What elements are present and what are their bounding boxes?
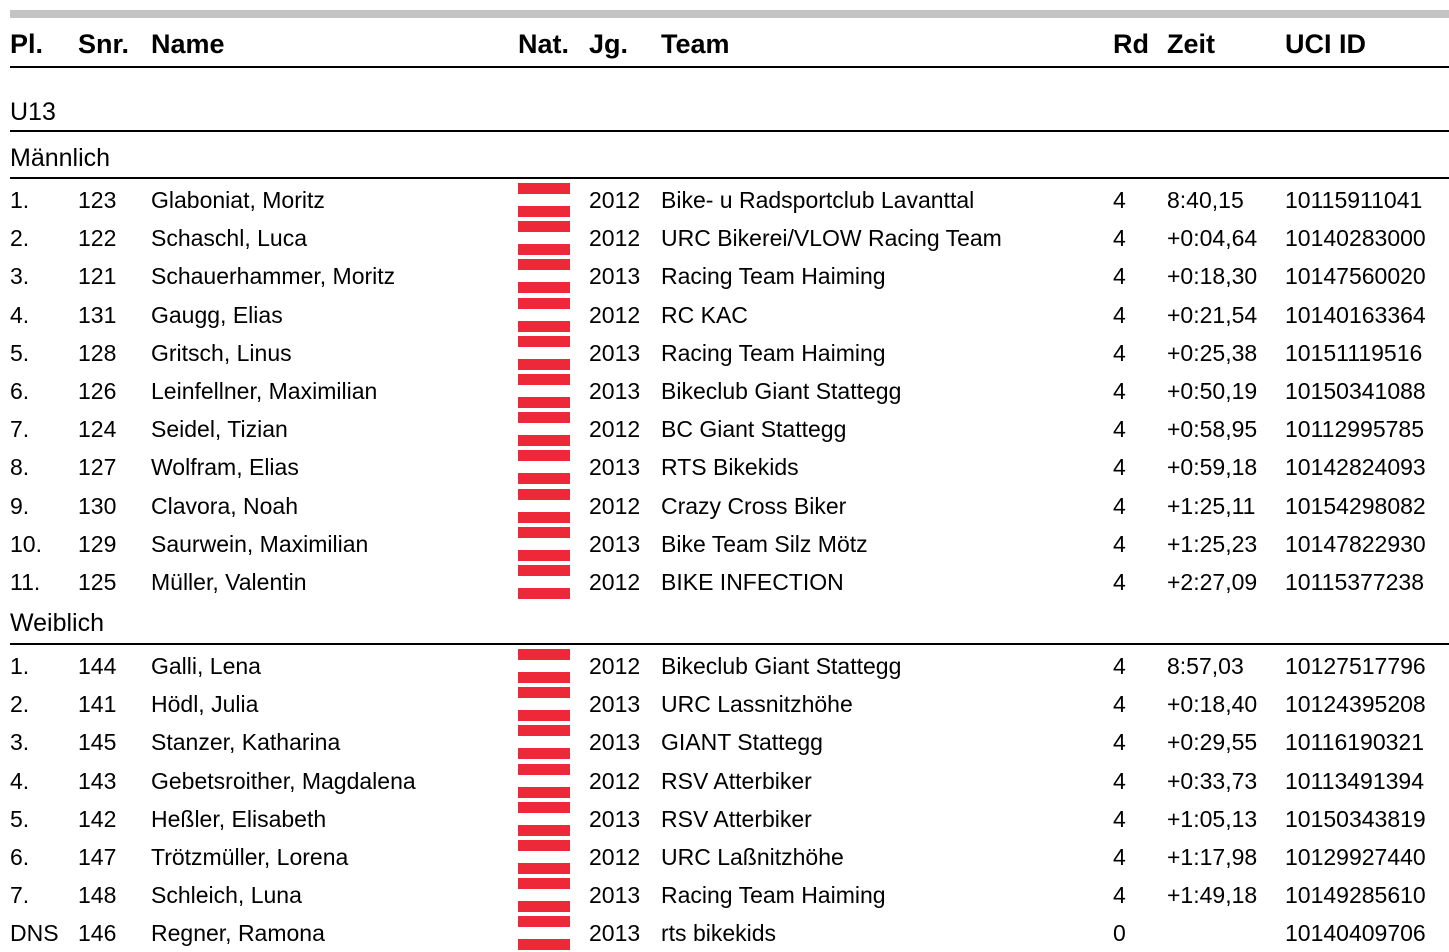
rider-name: Trötzmüller, Lorena <box>151 844 349 870</box>
start-number: 142 <box>78 805 117 832</box>
time: +0:58,95 <box>1167 416 1258 443</box>
austria-flag-icon <box>518 450 570 484</box>
rider-name: Hödl, Julia <box>151 691 259 718</box>
table-row <box>0 257 1449 295</box>
rider-name: Leinfellner, Maximilian <box>151 378 378 404</box>
start-number: 122 <box>78 225 117 252</box>
birth-year: 2013 <box>589 339 641 366</box>
birth-year: 2012 <box>589 187 641 213</box>
rider-name: Schauerhammer, Moritz <box>151 263 396 290</box>
austria-flag-icon <box>518 725 570 759</box>
rounds: 4 <box>1113 844 1126 870</box>
birth-year: 2012 <box>589 416 641 443</box>
uci-id: 10140409706 <box>1285 920 1426 947</box>
uci-id: 10112995785 <box>1285 416 1424 443</box>
table-row <box>0 914 1449 952</box>
rider-name: Galli, Lena <box>151 653 261 679</box>
rounds: 4 <box>1113 301 1126 328</box>
start-number: 127 <box>78 454 117 481</box>
category-divider <box>10 130 1449 132</box>
table-row <box>0 563 1449 601</box>
place: 2. <box>10 225 30 252</box>
austria-flag-icon <box>518 259 570 293</box>
team-name: Bike Team Silz Mötz <box>661 530 868 557</box>
austria-flag-icon <box>518 489 570 523</box>
header-pl: Pl. <box>10 29 44 59</box>
birth-year: 2013 <box>589 882 641 909</box>
table-row <box>0 876 1449 914</box>
time: +0:18,40 <box>1167 691 1258 718</box>
header-snr: Snr. <box>78 29 130 59</box>
start-number: 141 <box>78 691 117 718</box>
place: 5. <box>10 339 30 366</box>
table-row <box>0 685 1449 723</box>
rounds: 4 <box>1113 569 1126 595</box>
start-number: 124 <box>78 416 117 443</box>
header-zeit: Zeit <box>1167 29 1216 59</box>
place: 4. <box>10 301 30 328</box>
rider-name: Saurwein, Maximilian <box>151 530 369 557</box>
team-name: RSV Atterbiker <box>661 767 812 794</box>
birth-year: 2012 <box>589 225 641 252</box>
table-row <box>0 800 1449 838</box>
time: +2:27,09 <box>1167 569 1258 595</box>
rider-name: Regner, Ramona <box>151 920 325 947</box>
austria-flag-icon <box>518 840 570 874</box>
start-number: 123 <box>78 187 117 213</box>
rounds: 4 <box>1113 378 1126 404</box>
start-number: 121 <box>78 263 117 290</box>
team-name: URC Bikerei/VLOW Racing Team <box>661 225 1002 252</box>
austria-flag-icon <box>518 565 570 599</box>
time: +0:59,18 <box>1167 454 1258 481</box>
team-name: Racing Team Haiming <box>661 263 886 290</box>
team-name: Racing Team Haiming <box>661 339 886 366</box>
uci-id: 10142824093 <box>1285 454 1426 481</box>
birth-year: 2013 <box>589 729 641 756</box>
team-name: GIANT Stattegg <box>661 729 823 756</box>
start-number: 147 <box>78 844 117 870</box>
time: +1:25,11 <box>1167 492 1256 519</box>
rider-name: Gaugg, Elias <box>151 301 283 328</box>
rounds: 4 <box>1113 225 1126 252</box>
rounds: 4 <box>1113 187 1126 213</box>
place: 6. <box>10 378 30 404</box>
rounds: 4 <box>1113 492 1126 519</box>
austria-flag-icon <box>518 687 570 721</box>
table-row <box>0 723 1449 761</box>
time: +1:25,23 <box>1167 530 1258 557</box>
team-name: BIKE INFECTION <box>661 569 844 595</box>
birth-year: 2012 <box>589 301 641 328</box>
group-title: Männlich <box>10 144 111 172</box>
time: +0:33,73 <box>1167 767 1258 794</box>
austria-flag-icon <box>518 221 570 255</box>
place: 5. <box>10 805 30 832</box>
uci-id: 10150341088 <box>1285 378 1426 404</box>
table-row <box>0 181 1449 219</box>
rounds: 4 <box>1113 263 1126 290</box>
birth-year: 2013 <box>589 454 641 481</box>
time: 8:57,03 <box>1167 653 1244 679</box>
rider-name: Gritsch, Linus <box>151 339 292 366</box>
birth-year: 2013 <box>589 691 641 718</box>
time: +0:29,55 <box>1167 729 1258 756</box>
rider-name: Heßler, Elisabeth <box>151 805 327 832</box>
uci-id: 10140163364 <box>1285 301 1426 328</box>
rider-name: Gebetsroither, Magdalena <box>151 767 416 794</box>
table-row <box>0 487 1449 525</box>
rounds: 4 <box>1113 653 1126 679</box>
uci-id: 10129927440 <box>1285 844 1426 870</box>
rounds: 4 <box>1113 454 1126 481</box>
team-name: rts bikekids <box>661 920 777 947</box>
table-row <box>0 525 1449 563</box>
start-number: 129 <box>78 530 117 557</box>
place: 11. <box>10 569 41 595</box>
table-row <box>0 647 1449 685</box>
header-uci: UCI ID <box>1285 29 1366 59</box>
place: 1. <box>10 187 30 213</box>
time: 8:40,15 <box>1167 187 1244 213</box>
uci-id: 10113491394 <box>1285 767 1424 794</box>
place: DNS <box>10 920 59 947</box>
place: 10. <box>10 530 42 557</box>
header-team: Team <box>661 29 730 59</box>
birth-year: 2012 <box>589 653 641 679</box>
birth-year: 2013 <box>589 378 641 404</box>
rounds: 4 <box>1113 530 1126 557</box>
team-name: RSV Atterbiker <box>661 805 812 832</box>
austria-flag-icon <box>518 916 570 950</box>
time: +0:21,54 <box>1167 301 1258 328</box>
austria-flag-icon <box>518 336 570 370</box>
austria-flag-icon <box>518 374 570 408</box>
austria-flag-icon <box>518 298 570 332</box>
time: +1:49,18 <box>1167 882 1258 909</box>
rider-name: Seidel, Tizian <box>151 416 288 443</box>
group-divider <box>10 643 1449 645</box>
place: 3. <box>10 729 30 756</box>
rounds: 4 <box>1113 416 1126 443</box>
time: +1:17,98 <box>1167 844 1258 870</box>
category-title: U13 <box>10 98 56 126</box>
rounds: 0 <box>1113 920 1126 947</box>
group-title: Weiblich <box>10 609 105 637</box>
uci-id: 10154298082 <box>1285 492 1426 519</box>
start-number: 145 <box>78 729 117 756</box>
header-divider <box>10 66 1449 68</box>
start-number: 146 <box>78 920 117 947</box>
place: 4. <box>10 767 30 794</box>
uci-id: 10115377238 <box>1285 569 1424 595</box>
austria-flag-icon <box>518 183 570 217</box>
team-name: Racing Team Haiming <box>661 882 886 909</box>
team-name: Bike- u Radsportclub Lavanttal <box>661 187 975 213</box>
uci-id: 10124395208 <box>1285 691 1426 718</box>
start-number: 126 <box>78 378 117 404</box>
start-number: 130 <box>78 492 117 519</box>
place: 2. <box>10 691 30 718</box>
rider-name: Schleich, Luna <box>151 882 302 909</box>
place: 9. <box>10 492 30 519</box>
birth-year: 2013 <box>589 805 641 832</box>
austria-flag-icon <box>518 878 570 912</box>
time: +0:18,30 <box>1167 263 1258 290</box>
start-number: 143 <box>78 767 117 794</box>
rider-name: Clavora, Noah <box>151 492 299 519</box>
uci-id: 10147560020 <box>1285 263 1426 290</box>
team-name: RC KAC <box>661 301 748 328</box>
rider-name: Müller, Valentin <box>151 569 307 595</box>
birth-year: 2013 <box>589 920 641 947</box>
rounds: 4 <box>1113 767 1126 794</box>
uci-id: 10116190321 <box>1285 729 1424 756</box>
team-name: Crazy Cross Biker <box>661 492 847 519</box>
team-name: BC Giant Stattegg <box>661 416 847 443</box>
time: +1:05,13 <box>1167 805 1258 832</box>
birth-year: 2012 <box>589 844 641 870</box>
place: 8. <box>10 454 30 481</box>
place: 7. <box>10 882 30 909</box>
group-divider <box>10 177 1449 179</box>
header-nat: Nat. <box>518 29 570 59</box>
rounds: 4 <box>1113 805 1126 832</box>
table-row <box>0 410 1449 448</box>
rider-name: Glaboniat, Moritz <box>151 187 325 213</box>
uci-id: 10149285610 <box>1285 882 1426 909</box>
time: +0:25,38 <box>1167 339 1258 366</box>
uci-id: 10140283000 <box>1285 225 1426 252</box>
uci-id: 10115911041 <box>1285 187 1423 213</box>
place: 7. <box>10 416 30 443</box>
austria-flag-icon <box>518 527 570 561</box>
austria-flag-icon <box>518 802 570 836</box>
time: +0:50,19 <box>1167 378 1258 404</box>
table-row <box>0 296 1449 334</box>
austria-flag-icon <box>518 764 570 798</box>
place: 3. <box>10 263 30 290</box>
birth-year: 2012 <box>589 569 641 595</box>
birth-year: 2012 <box>589 492 641 519</box>
team-name: Bikeclub Giant Stattegg <box>661 378 902 404</box>
rounds: 4 <box>1113 882 1126 909</box>
birth-year: 2013 <box>589 263 641 290</box>
header-rd: Rd <box>1113 29 1149 59</box>
team-name: RTS Bikekids <box>661 454 799 481</box>
time: +0:04,64 <box>1167 225 1258 252</box>
table-row <box>0 219 1449 257</box>
rider-name: Schaschl, Luca <box>151 225 307 252</box>
table-row <box>0 762 1449 800</box>
birth-year: 2012 <box>589 767 641 794</box>
header-jg: Jg. <box>589 29 629 59</box>
top-decorative-bar <box>10 10 1449 18</box>
start-number: 125 <box>78 569 117 595</box>
birth-year: 2013 <box>589 530 641 557</box>
start-number: 144 <box>78 653 117 679</box>
header-name: Name <box>151 29 225 59</box>
table-row <box>0 448 1449 486</box>
team-name: URC Lassnitzhöhe <box>661 691 853 718</box>
rounds: 4 <box>1113 339 1126 366</box>
team-name: Bikeclub Giant Stattegg <box>661 653 902 679</box>
table-row <box>0 372 1449 410</box>
uci-id: 10147822930 <box>1285 530 1426 557</box>
uci-id: 10151119516 <box>1285 339 1423 366</box>
team-name: URC Laßnitzhöhe <box>661 844 844 870</box>
rider-name: Wolfram, Elias <box>151 454 299 481</box>
austria-flag-icon <box>518 649 570 683</box>
rider-name: Stanzer, Katharina <box>151 729 341 756</box>
austria-flag-icon <box>518 412 570 446</box>
rounds: 4 <box>1113 691 1126 718</box>
place: 1. <box>10 653 30 679</box>
rounds: 4 <box>1113 729 1126 756</box>
start-number: 131 <box>78 301 117 328</box>
uci-id: 10150343819 <box>1285 805 1426 832</box>
start-number: 148 <box>78 882 117 909</box>
start-number: 128 <box>78 339 117 366</box>
place: 6. <box>10 844 30 870</box>
uci-id: 10127517796 <box>1285 653 1426 679</box>
table-row <box>0 838 1449 876</box>
table-row <box>0 334 1449 372</box>
